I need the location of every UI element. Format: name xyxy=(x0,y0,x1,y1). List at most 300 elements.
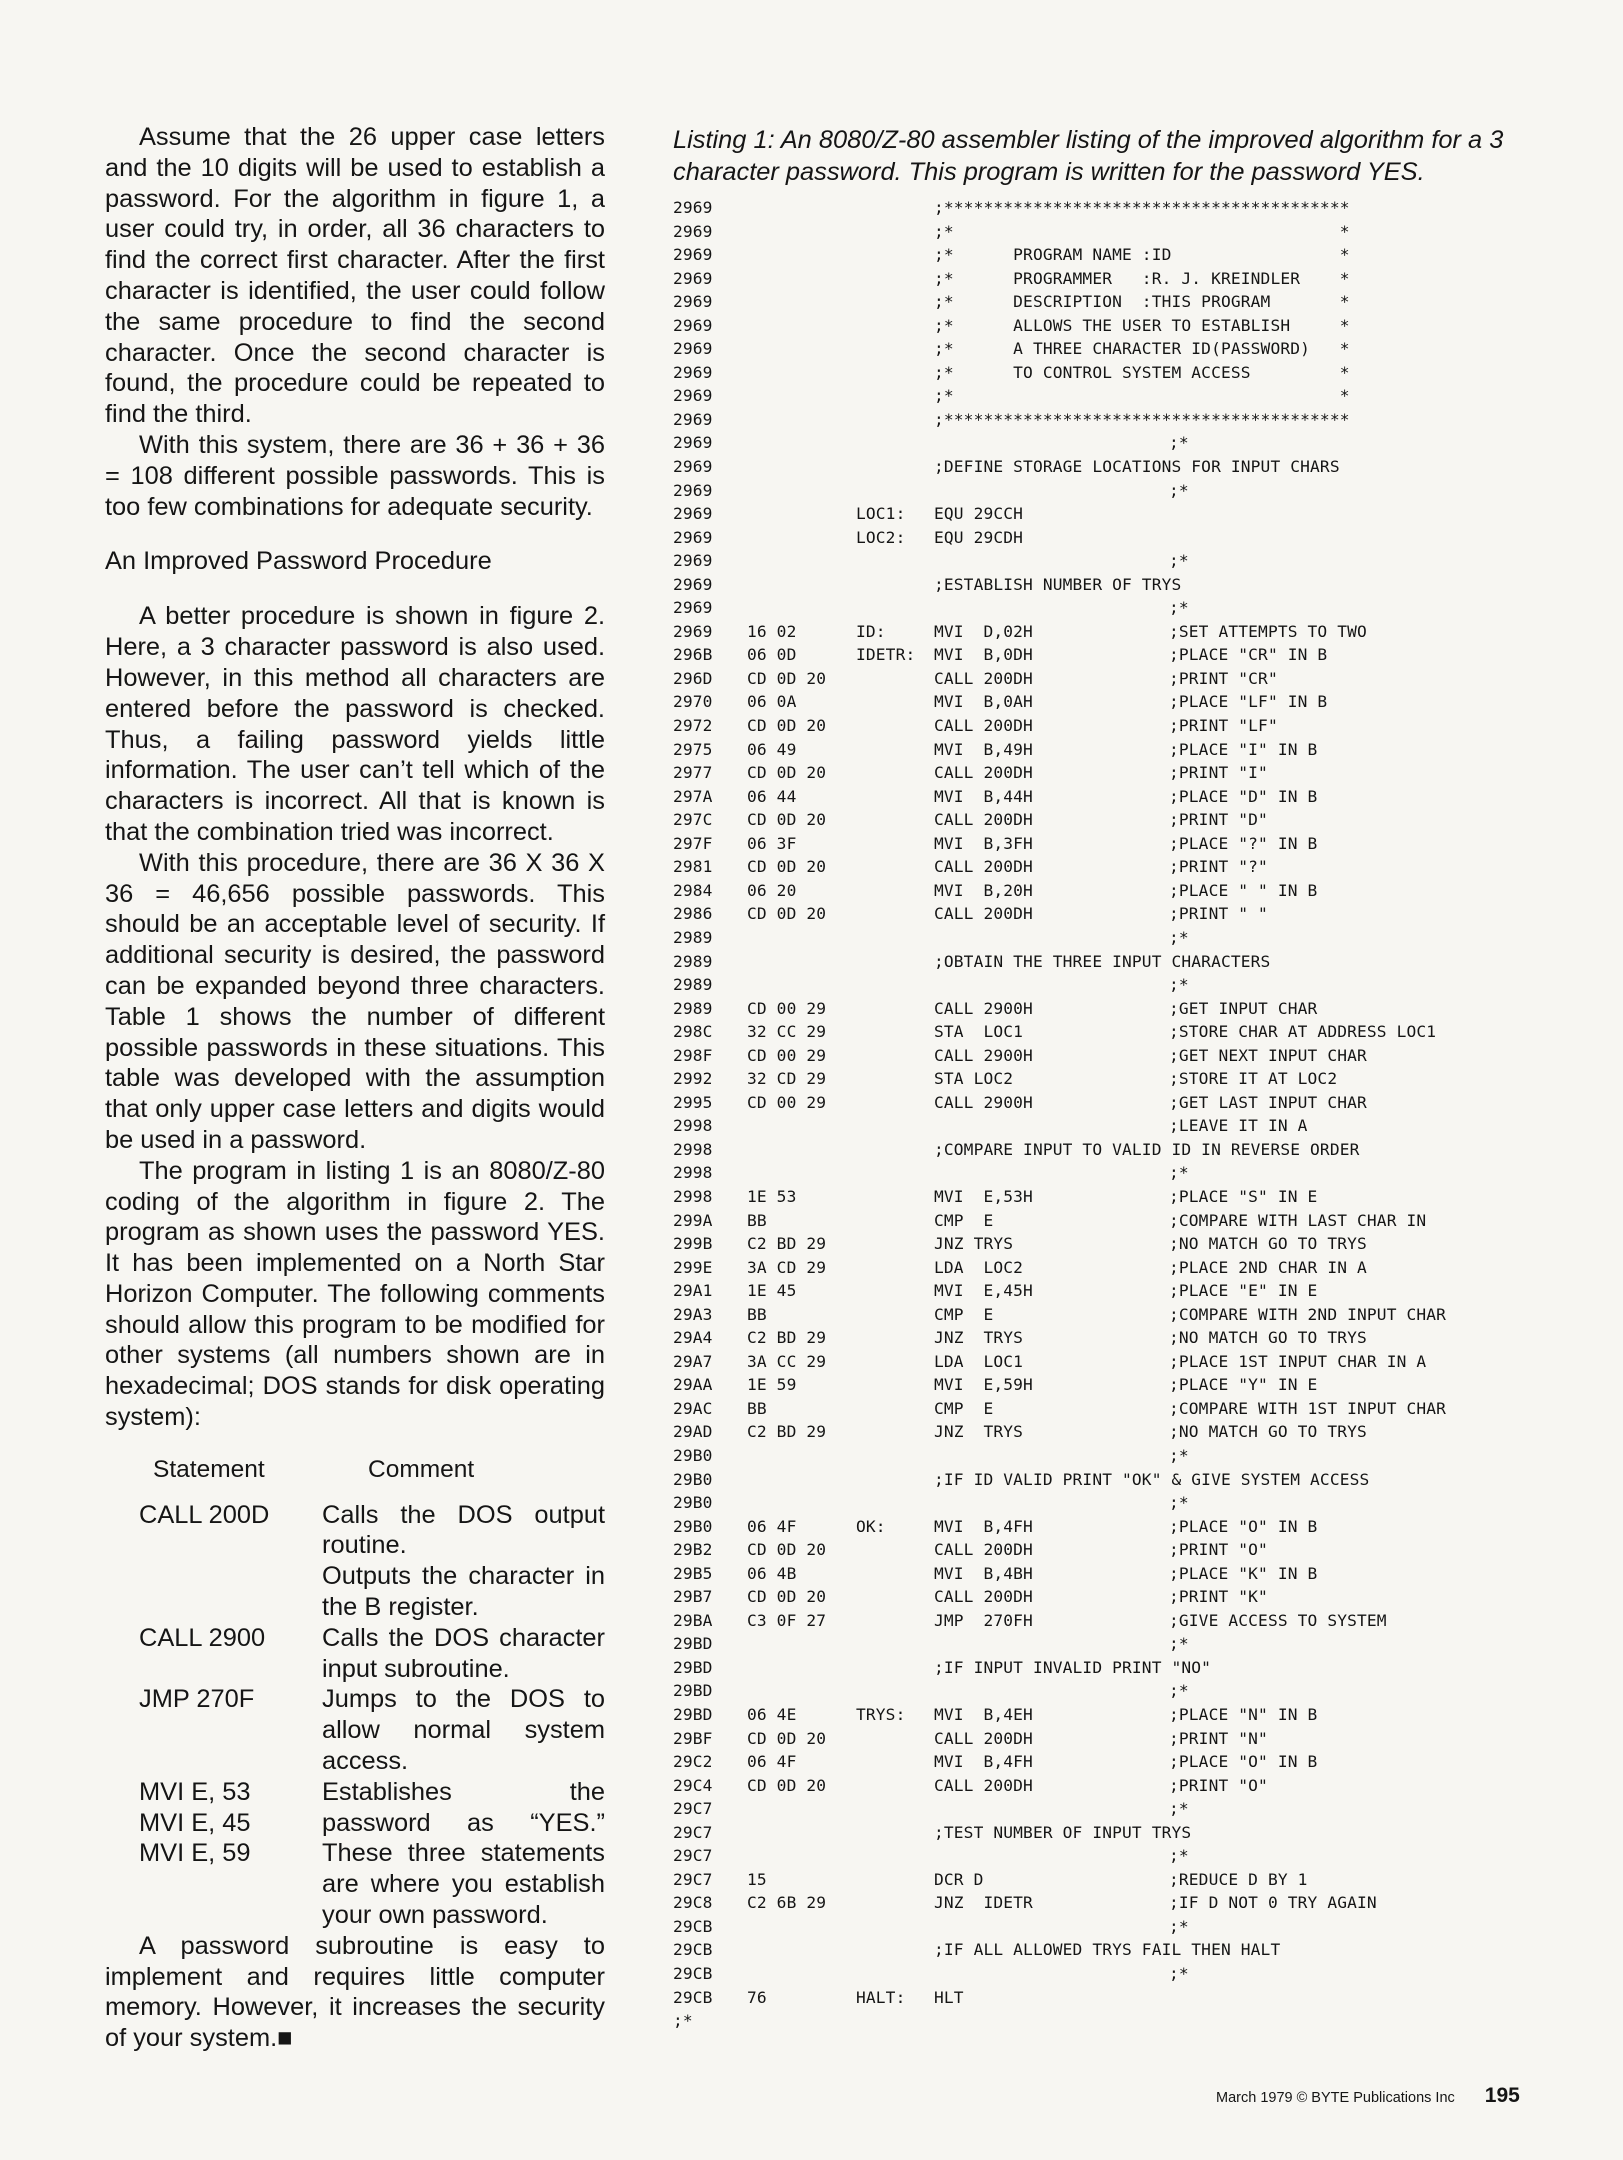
listing-object-code: 1E 53 xyxy=(747,1186,797,1206)
listing-instruction: MVI E,45H xyxy=(934,1281,1033,1301)
listing-address: 2970 xyxy=(673,692,713,712)
listing-comment: ;PLACE "K" IN B xyxy=(1169,1563,1318,1583)
listing-address: 29B0 xyxy=(673,1445,713,1465)
listing-line xyxy=(673,1161,1573,1185)
listing-address: 2989 xyxy=(673,951,713,971)
listing-comment: ;* xyxy=(1169,1681,1189,1701)
listing-comment: ;GET NEXT INPUT CHAR xyxy=(1169,1045,1367,1065)
listing-instruction: CALL 200DH xyxy=(934,716,1033,736)
listing-comment: ;* xyxy=(1169,598,1189,618)
assembler-listing xyxy=(673,196,1573,2033)
listing-line xyxy=(673,690,1573,714)
listing-address: 2977 xyxy=(673,763,713,783)
listing-address: 2998 xyxy=(673,1139,713,1159)
listing-comment-line: ;TEST NUMBER OF INPUT TRYS xyxy=(934,1822,1192,1842)
listing-instruction: DCR D xyxy=(934,1869,984,1889)
listing-address: 2969 xyxy=(673,621,713,641)
listing-comment: ;PLACE 2ND CHAR IN A xyxy=(1169,1257,1367,1277)
statement-cell: MVI E, 53 MVI E, 45 MVI E, 59 xyxy=(139,1777,251,1868)
table-row xyxy=(105,1623,605,1685)
listing-instruction: CALL 2900H xyxy=(934,1092,1033,1112)
listing-address: 296D xyxy=(673,668,713,688)
listing-address: 2975 xyxy=(673,739,713,759)
listing-comment-line: ;* PROGRAM NAME :ID * xyxy=(934,245,1350,265)
comment-cell: Jumps to the DOS to allow normal system access. xyxy=(322,1685,605,1776)
listing-comment: ;COMPARE WITH 2ND INPUT CHAR xyxy=(1169,1304,1447,1324)
listing-line xyxy=(673,1397,1573,1421)
listing-line xyxy=(673,408,1573,432)
listing-comment: ;NO MATCH GO TO TRYS xyxy=(1169,1328,1367,1348)
listing-object-code: CD 0D 20 xyxy=(747,1587,827,1607)
listing-comment: ;* xyxy=(1169,1964,1189,1984)
listing-address: 29AA xyxy=(673,1375,713,1395)
listing-instruction: JNZ TRYS xyxy=(934,1234,1014,1254)
listing-line xyxy=(673,314,1573,338)
listing-line xyxy=(673,1491,1573,1515)
statement-cell: CALL 2900 xyxy=(139,1623,266,1652)
listing-line xyxy=(673,502,1573,526)
listing-address: 29CB xyxy=(673,1964,713,1984)
listing-comment: ;PRINT "I" xyxy=(1169,763,1268,783)
listing-comment: ;PRINT " " xyxy=(1169,904,1268,924)
listing-comment-line: ;OBTAIN THE THREE INPUT CHARACTERS xyxy=(934,951,1271,971)
listing-line xyxy=(673,1138,1573,1162)
listing-label: TRYS: xyxy=(856,1705,906,1724)
listing-line xyxy=(673,832,1573,856)
listing-line xyxy=(673,1562,1573,1586)
listing-object-code: 06 3F xyxy=(747,833,797,853)
listing-address: 29B5 xyxy=(673,1563,713,1583)
listing-instruction: MVI B,20H xyxy=(934,880,1033,900)
listing-instruction: STA LOC2 xyxy=(934,1069,1014,1089)
listing-address: 29BF xyxy=(673,1728,713,1748)
listing-address: 2989 xyxy=(673,975,713,995)
closing-paragraph xyxy=(105,1931,605,2054)
listing-instruction: CALL 200DH xyxy=(934,1775,1033,1795)
listing-comment: ;* xyxy=(1169,1846,1189,1866)
footer-credit: March 1979 © BYTE Publications Inc xyxy=(1216,2090,1455,2106)
listing-address: 29A7 xyxy=(673,1351,713,1371)
listing-address: 2972 xyxy=(673,716,713,736)
listing-line xyxy=(673,1868,1573,1892)
listing-address: 2969 xyxy=(673,480,713,500)
listing-address: 2989 xyxy=(673,998,713,1018)
listing-line xyxy=(673,950,1573,974)
listing-line xyxy=(673,1609,1573,1633)
listing-line xyxy=(673,1091,1573,1115)
listing-object-code: 76 xyxy=(747,1987,767,2007)
end-mark: ■ xyxy=(277,2024,293,2053)
statement-cell xyxy=(105,1561,322,1623)
listing-object-code: 1E 59 xyxy=(747,1375,797,1395)
listing-address: 29B2 xyxy=(673,1540,713,1560)
listing-address: 298F xyxy=(673,1045,713,1065)
listing-line xyxy=(673,243,1573,267)
listing-label: ID: xyxy=(856,621,886,641)
listing-line xyxy=(673,1067,1573,1091)
listing-line xyxy=(673,526,1573,550)
listing-address: 2986 xyxy=(673,904,713,924)
listing-comment: ;NO MATCH GO TO TRYS xyxy=(1169,1234,1367,1254)
listing-object-code: CD 0D 20 xyxy=(747,1540,827,1560)
listing-line xyxy=(673,1986,1573,2010)
listing-line xyxy=(673,1774,1573,1798)
listing-comment: ;PLACE "Y" IN E xyxy=(1169,1375,1318,1395)
listing-object-code: 15 xyxy=(747,1869,767,1889)
listing-comment: ;PLACE "CR" IN B xyxy=(1169,645,1328,665)
listing-address: 29CB xyxy=(673,1940,713,1960)
comment-cell: Outputs the character in the B register. xyxy=(322,1562,605,1622)
listing-line xyxy=(673,1468,1573,1492)
listing-address: 2992 xyxy=(673,1069,713,1089)
listing-line xyxy=(673,902,1573,926)
listing-instruction: JNZ TRYS xyxy=(934,1328,1024,1348)
listing-line xyxy=(673,1632,1573,1656)
listing-instruction: CALL 200DH xyxy=(934,857,1033,877)
listing-address: 299E xyxy=(673,1257,713,1277)
listing-comment: ;PRINT "K" xyxy=(1169,1587,1268,1607)
listing-line xyxy=(673,220,1573,244)
listing-comment: ;PLACE "I" IN B xyxy=(1169,739,1318,759)
listing-address: 2981 xyxy=(673,857,713,877)
listing-comment: ;PLACE "LF" IN B xyxy=(1169,692,1328,712)
listing-line xyxy=(673,1114,1573,1138)
listing-line xyxy=(673,1915,1573,1939)
listing-address: 2969 xyxy=(673,551,713,571)
listing-comment: ;* xyxy=(1169,1634,1189,1654)
comment-cell: Calls the DOS output routine. xyxy=(322,1500,605,1560)
listing-address: 29C2 xyxy=(673,1752,713,1772)
listing-line xyxy=(673,1962,1573,1986)
listing-line xyxy=(673,1256,1573,1280)
listing-comment: ;PLACE "E" IN E xyxy=(1169,1281,1318,1301)
listing-line xyxy=(673,1938,1573,1962)
listing-object-code: 06 4F xyxy=(747,1752,797,1772)
listing-comment: ;PRINT "?" xyxy=(1169,857,1268,877)
listing-line xyxy=(673,1821,1573,1845)
listing-comment: ;PRINT "N" xyxy=(1169,1728,1268,1748)
listing-instruction: CALL 200DH xyxy=(934,1728,1033,1748)
listing-object-code: 06 20 xyxy=(747,880,797,900)
listing-instruction: JNZ TRYS xyxy=(934,1422,1024,1442)
listing-comment: ;STORE CHAR AT ADDRESS LOC1 xyxy=(1169,1022,1437,1042)
listing-object-code: CD 0D 20 xyxy=(747,716,827,736)
listing-address: 29B0 xyxy=(673,1516,713,1536)
listing-comment-line: ;IF ALL ALLOWED TRYS FAIL THEN HALT xyxy=(934,1940,1281,1960)
listing-label: IDETR: xyxy=(856,645,916,665)
listing-instruction: MVI B,3FH xyxy=(934,833,1033,853)
listing-comment: ;PRINT "O" xyxy=(1169,1540,1268,1560)
listing-comment-line: ;* TO CONTROL SYSTEM ACCESS * xyxy=(934,362,1350,382)
listing-instruction: CMP E xyxy=(934,1398,994,1418)
listing-comment: ;PLACE "O" IN B xyxy=(1169,1752,1318,1772)
paragraph-5: The program in listing 1 is an 8080/Z-80 coding of the algorithm in figure 2. The program as shown uses the password YES. It has been implemented on a North Star Horizon Computer. The following comments should allow this program to be modified for other systems (all numbers shown are in hexadecimal; DOS stands for disk operating system): xyxy=(105,1156,605,1432)
listing-comment: ;PLACE 1ST INPUT CHAR IN A xyxy=(1169,1351,1427,1371)
listing-instruction: MVI D,02H xyxy=(934,621,1033,641)
listing-line xyxy=(673,267,1573,291)
listing-line xyxy=(673,361,1573,385)
listing-address: 296B xyxy=(673,645,713,665)
listing-address: 2969 xyxy=(673,198,713,217)
listing-address: 297A xyxy=(673,786,713,806)
listing-comment-line: ;* PROGRAMMER :R. J. KREINDLER * xyxy=(934,268,1350,288)
listing-address: 29C7 xyxy=(673,1846,713,1866)
listing-comment: ;PRINT "O" xyxy=(1169,1775,1268,1795)
listing-object-code: C2 6B 29 xyxy=(747,1893,827,1913)
listing-line xyxy=(673,1538,1573,1562)
listing-address: 2969 xyxy=(673,433,713,453)
listing-address: 29BD xyxy=(673,1634,713,1654)
listing-line xyxy=(673,997,1573,1021)
listing-instruction: MVI B,4FH xyxy=(934,1516,1033,1536)
listing-address: 29BD xyxy=(673,1681,713,1701)
listing-comment: ;GET LAST INPUT CHAR xyxy=(1169,1092,1367,1112)
listing-instruction: MVI E,53H xyxy=(934,1186,1033,1206)
listing-instruction: MVI B,49H xyxy=(934,739,1033,759)
listing-comment-line: ;* A THREE CHARACTER ID(PASSWORD) * xyxy=(934,339,1350,359)
listing-line xyxy=(673,1679,1573,1703)
table-row xyxy=(105,1777,605,1931)
listing-object-code: 3A CD 29 xyxy=(747,1257,827,1277)
listing-object-code: BB xyxy=(747,1304,767,1324)
listing-address: 2969 xyxy=(673,245,713,265)
listing-address: 2969 xyxy=(673,315,713,335)
statement-cell: CALL 200D xyxy=(139,1500,270,1529)
listing-object-code: 32 CC 29 xyxy=(747,1022,827,1042)
listing-instruction: LDA LOC1 xyxy=(934,1351,1024,1371)
listing-line xyxy=(673,1750,1573,1774)
listing-object-code: 06 0A xyxy=(747,692,797,712)
listing-line xyxy=(673,926,1573,950)
listing-line xyxy=(673,761,1573,785)
listing-object-code: C2 BD 29 xyxy=(747,1328,827,1348)
listing-object-code: BB xyxy=(747,1398,767,1418)
listing-object-code: CD 00 29 xyxy=(747,1045,827,1065)
listing-instruction: MVI E,59H xyxy=(934,1375,1033,1395)
listing-comment: ;* xyxy=(1169,927,1189,947)
listing-line xyxy=(673,1656,1573,1680)
listing-line xyxy=(673,384,1573,408)
listing-line xyxy=(673,573,1573,597)
listing-comment: ;* xyxy=(1169,433,1189,453)
listing-line xyxy=(673,1185,1573,1209)
listing-comment: ;NO MATCH GO TO TRYS xyxy=(1169,1422,1367,1442)
listing-comment-line: ;DEFINE STORAGE LOCATIONS FOR INPUT CHARS xyxy=(934,457,1340,477)
listing-line xyxy=(673,855,1573,879)
listing-instruction: EQU 29CDH xyxy=(934,527,1024,547)
listing-instruction: LDA LOC2 xyxy=(934,1257,1024,1277)
listing-instruction: HLT xyxy=(934,1987,964,2007)
listing-address: 299B xyxy=(673,1234,713,1254)
listing-line xyxy=(673,879,1573,903)
listing-comment: ;* xyxy=(1169,551,1189,571)
listing-address: ;* xyxy=(673,2011,693,2031)
listing-object-code: 06 4B xyxy=(747,1563,797,1583)
listing-instruction: CALL 200DH xyxy=(934,668,1033,688)
listing-comment: ;PLACE "O" IN B xyxy=(1169,1516,1318,1536)
listing-line xyxy=(673,643,1573,667)
listing-comment: ;* xyxy=(1169,1445,1189,1465)
listing-address: 2989 xyxy=(673,927,713,947)
listing-address: 29AD xyxy=(673,1422,713,1442)
listing-instruction: CALL 200DH xyxy=(934,810,1033,830)
listing-instruction: EQU 29CCH xyxy=(934,504,1024,524)
listing-address: 2969 xyxy=(673,386,713,406)
listing-line xyxy=(673,738,1573,762)
listing-line xyxy=(673,1515,1573,1539)
listing-address: 2969 xyxy=(673,457,713,477)
paragraph-1: Assume that the 26 upper case letters and the 10 digits will be used to establish a password. For the algorithm in figure 1, a user could try, in order, all 36 characters to find the correct first character. After the first character is identified, the user could follow the same procedure to find the second character. Once the second character is found, the procedure could be repeated to find the third. xyxy=(105,123,605,429)
listing-line xyxy=(673,1797,1573,1821)
listing-comment-line: ;ESTABLISH NUMBER OF TRYS xyxy=(934,574,1182,594)
listing-address: 29BD xyxy=(673,1705,713,1724)
listing-address: 2998 xyxy=(673,1163,713,1183)
listing-label: LOC2: xyxy=(856,527,906,547)
listing-column xyxy=(673,124,1573,2033)
listing-line xyxy=(673,714,1573,738)
listing-instruction: CALL 200DH xyxy=(934,1587,1033,1607)
listing-object-code: CD 00 29 xyxy=(747,1092,827,1112)
listing-instruction: CALL 200DH xyxy=(934,763,1033,783)
listing-line xyxy=(673,1303,1573,1327)
listing-line xyxy=(673,1279,1573,1303)
listing-line xyxy=(673,431,1573,455)
listing-address: 299A xyxy=(673,1210,713,1230)
listing-instruction: CALL 200DH xyxy=(934,904,1033,924)
listing-instruction: CALL 2900H xyxy=(934,998,1033,1018)
listing-comment-line: ;* * xyxy=(934,221,1350,241)
listing-line xyxy=(673,479,1573,503)
listing-comment: ;* xyxy=(1169,1916,1189,1936)
listing-comment: ;IF D NOT 0 TRY AGAIN xyxy=(1169,1893,1377,1913)
listing-comment: ;* xyxy=(1169,1799,1189,1819)
listing-line xyxy=(673,808,1573,832)
listing-object-code: CD 0D 20 xyxy=(747,904,827,924)
listing-address: 2969 xyxy=(673,574,713,594)
listing-address: 29B0 xyxy=(673,1493,713,1513)
listing-comment: ;REDUCE D BY 1 xyxy=(1169,1869,1308,1889)
listing-line xyxy=(673,620,1573,644)
listing-object-code: CD 0D 20 xyxy=(747,1728,827,1748)
listing-comment: ;GET INPUT CHAR xyxy=(1169,998,1318,1018)
listing-object-code: BB xyxy=(747,1210,767,1230)
listing-address: 29C7 xyxy=(673,1799,713,1819)
listing-object-code: 06 44 xyxy=(747,786,797,806)
page-number: 195 xyxy=(1484,2084,1520,2107)
comment-cell: Calls the DOS character input subroutine. xyxy=(322,1623,605,1683)
listing-comment: ;PRINT "D" xyxy=(1169,810,1268,830)
article-text-column xyxy=(105,122,605,2054)
listing-label: OK: xyxy=(856,1516,886,1536)
listing-line xyxy=(673,1844,1573,1868)
listing-address: 29C8 xyxy=(673,1893,713,1913)
table-row xyxy=(105,1561,605,1623)
listing-line xyxy=(673,337,1573,361)
listing-object-code: CD 0D 20 xyxy=(747,810,827,830)
listing-object-code: CD 0D 20 xyxy=(747,1775,827,1795)
listing-comment: ;PLACE "N" IN B xyxy=(1169,1705,1318,1724)
listing-object-code: CD 0D 20 xyxy=(747,857,827,877)
listing-line xyxy=(673,1326,1573,1350)
listing-address: 29C7 xyxy=(673,1869,713,1889)
listing-comment: ;SET ATTEMPTS TO TWO xyxy=(1169,621,1367,641)
table-row xyxy=(105,1500,605,1562)
listing-comment: ;PLACE " " IN B xyxy=(1169,880,1318,900)
listing-instruction: CMP E xyxy=(934,1304,994,1324)
listing-address: 2969 xyxy=(673,292,713,312)
listing-comment: ;LEAVE IT IN A xyxy=(1169,1116,1308,1136)
listing-comment: ;* xyxy=(1169,975,1189,995)
page-footer xyxy=(1216,2084,1520,2108)
statement-comment-table xyxy=(105,1455,605,1931)
listing-comment: ;PLACE "S" IN E xyxy=(1169,1186,1318,1206)
listing-address: 297C xyxy=(673,810,713,830)
listing-address: 2969 xyxy=(673,221,713,241)
listing-object-code: C3 0F 27 xyxy=(747,1610,827,1630)
listing-instruction: MVI B,4EH xyxy=(934,1705,1033,1724)
closing-text: A password subroutine is easy to implement and requires little computer memory. However, it increases the security of your system. xyxy=(105,1931,605,2053)
listing-object-code: 06 49 xyxy=(747,739,797,759)
listing-object-code: CD 00 29 xyxy=(747,998,827,1018)
listing-instruction: CALL 200DH xyxy=(934,1540,1033,1560)
listing-object-code: CD 0D 20 xyxy=(747,763,827,783)
listing-caption: Listing 1: An 8080/Z-80 assembler listing of the improved algorithm for a 3 character password. This program is written for the password YES. xyxy=(673,126,1504,186)
listing-comment-line: ;IF ID VALID PRINT "OK" & GIVE SYSTEM ACCESS xyxy=(934,1469,1370,1489)
listing-line xyxy=(673,455,1573,479)
listing-comment-line: ;IF INPUT INVALID PRINT "NO" xyxy=(934,1657,1212,1677)
listing-address: 29C7 xyxy=(673,1822,713,1842)
listing-comment: ;PLACE "D" IN B xyxy=(1169,786,1318,806)
listing-object-code: 06 4F xyxy=(747,1516,797,1536)
listing-comment: ;PRINT "CR" xyxy=(1169,668,1278,688)
paragraph-4: With this procedure, there are 36 X 36 X 36 = 46,656 possible passwords. This should be an acceptable level of security. If additional security is desired, the password can be expanded beyond three characters. Table 1 shows the number of different possible passwords in these situations. This table was developed with the assumption that only upper case letters and digits would be used in a password. xyxy=(105,848,605,1154)
listing-comment: ;* xyxy=(1169,480,1189,500)
listing-address: 297F xyxy=(673,833,713,853)
listing-line xyxy=(673,290,1573,314)
listing-object-code: 06 0D xyxy=(747,645,797,665)
listing-address: 2984 xyxy=(673,880,713,900)
statement-cell: JMP 270F xyxy=(139,1685,255,1714)
listing-label: HALT: xyxy=(856,1987,906,2007)
listing-comment-line: ;* * xyxy=(934,386,1350,406)
listing-instruction: MVI B,4BH xyxy=(934,1563,1033,1583)
listing-line xyxy=(673,1044,1573,1068)
table-row xyxy=(105,1684,605,1776)
listing-address: 2998 xyxy=(673,1186,713,1206)
listing-object-code: C2 BD 29 xyxy=(747,1234,827,1254)
listing-comment: ;* xyxy=(1169,1493,1189,1513)
paragraph-3: A better procedure is shown in figure 2. Here, a 3 character password is also used. However, in this method all characters are entered before the password is checked. Thus, a failing password yields little information. The user can’t tell which of the characters is incorrect. All that is known is that the combination tried was incorrect. xyxy=(105,602,605,846)
listing-address: 2995 xyxy=(673,1092,713,1112)
listing-line xyxy=(673,1891,1573,1915)
listing-address: 29A1 xyxy=(673,1281,713,1301)
listing-line xyxy=(673,1444,1573,1468)
listing-comment-line: ;COMPARE INPUT TO VALID ID IN REVERSE ORDER xyxy=(934,1139,1360,1159)
section-heading: An Improved Password Procedure xyxy=(105,547,492,576)
listing-instruction: MVI B,0AH xyxy=(934,692,1033,712)
listing-line xyxy=(673,1420,1573,1444)
table-header xyxy=(105,1455,605,1486)
listing-comment: ;PLACE "?" IN B xyxy=(1169,833,1318,853)
listing-line xyxy=(673,1585,1573,1609)
listing-address: 29CB xyxy=(673,1916,713,1936)
listing-object-code: 3A CC 29 xyxy=(747,1351,827,1371)
listing-instruction: JMP 270FH xyxy=(934,1610,1033,1630)
listing-object-code: CD 0D 20 xyxy=(747,668,827,688)
comment-cell: Establishes the password as “YES.” These three statements are where you establish your own password. xyxy=(322,1777,605,1930)
listing-label: LOC1: xyxy=(856,504,906,524)
listing-line xyxy=(673,1373,1573,1397)
